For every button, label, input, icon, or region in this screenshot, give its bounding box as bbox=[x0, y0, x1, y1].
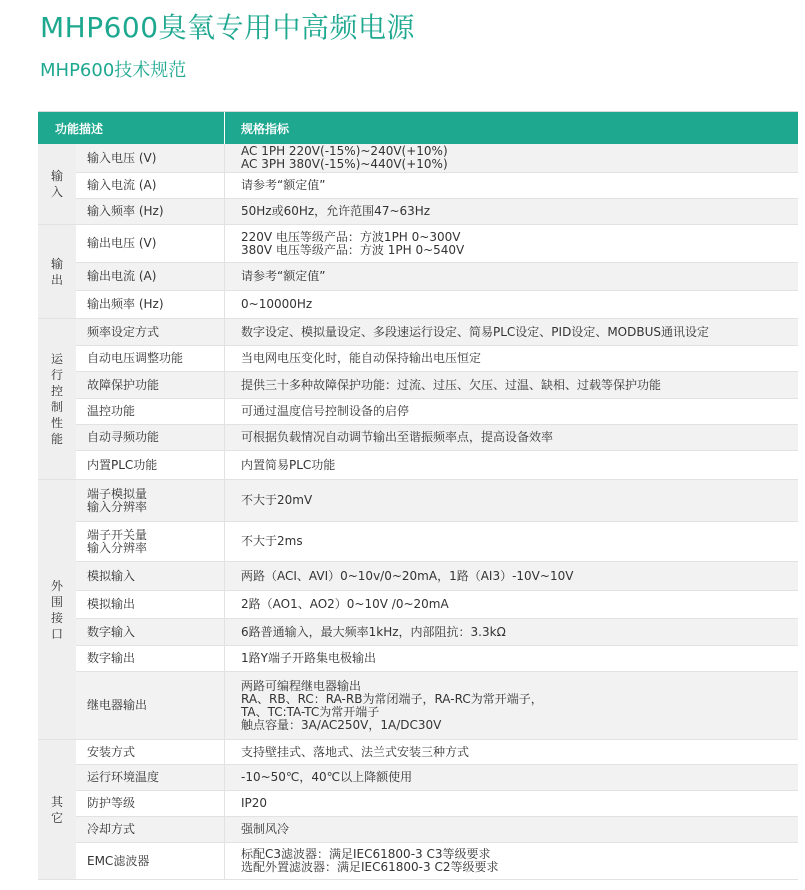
row-value: 请参考“额定值” bbox=[224, 263, 798, 290]
section-control bbox=[38, 319, 798, 480]
row-value: AC 1PH 220V(-15%)~240V(+10%) AC 3PH 380V(-15%)~440V(+10%) bbox=[224, 144, 798, 172]
table-row bbox=[76, 591, 798, 619]
table-row bbox=[76, 144, 798, 173]
header-function: 功能描述 bbox=[55, 121, 104, 136]
row-value: 2路（AO1、AO2）0~10V /0~20mA bbox=[224, 591, 798, 618]
row-name: 输出频率 (Hz) bbox=[87, 297, 164, 311]
table-row bbox=[76, 480, 798, 522]
table-row bbox=[76, 817, 798, 843]
row-value: 标配C3滤波器：满足IEC61800-3 C3等级要求 选配外置滤波器：满足IEC61800-3 C2等级要求 bbox=[224, 843, 798, 879]
row-name: 冷却方式 bbox=[87, 822, 136, 836]
row-value: 可根据负载情况自动调节输出至谐振频率点，提高设备效率 bbox=[224, 425, 798, 450]
row-name: 自动寻频功能 bbox=[87, 430, 160, 444]
header-spec: 规格指标 bbox=[224, 112, 798, 144]
table-row bbox=[76, 562, 798, 591]
row-value: 不大于2ms bbox=[224, 522, 798, 561]
row-name: 防护等级 bbox=[87, 796, 136, 810]
table-row bbox=[76, 672, 798, 740]
row-name: 输出电流 (A) bbox=[87, 269, 157, 283]
row-value: 6路普通输入，最大频率1kHz，内部阻抗：3.3kΩ bbox=[224, 619, 798, 645]
table-row bbox=[76, 225, 798, 263]
row-name: 输入电流 (A) bbox=[87, 178, 157, 192]
row-name: 自动电压调整功能 bbox=[87, 351, 184, 365]
row-name: 数字输出 bbox=[87, 651, 136, 665]
table-row bbox=[76, 319, 798, 346]
row-name: 输出电压 (V) bbox=[87, 236, 157, 250]
table-row bbox=[76, 791, 798, 817]
row-value: 支持壁挂式、落地式、法兰式安装三种方式 bbox=[224, 740, 798, 764]
section-other bbox=[38, 740, 798, 880]
table-row bbox=[76, 843, 798, 880]
row-value: 请参考“额定值” bbox=[224, 173, 798, 198]
row-value: 提供三十多种故障保护功能：过流、过压、欠压、过温、缺相、过载等保护功能 bbox=[224, 372, 798, 398]
row-name: 模拟输出 bbox=[87, 597, 136, 611]
row-name: 故障保护功能 bbox=[87, 377, 160, 392]
table-header bbox=[38, 112, 798, 144]
table-row bbox=[76, 263, 798, 291]
row-value: 数字设定、模拟量设定、多段速运行设定、简易PLC设定、PID设定、MODBUS通讯设定 bbox=[224, 319, 798, 345]
row-name: EMC滤波器 bbox=[87, 853, 150, 868]
section-label: 外围接口 bbox=[38, 480, 76, 740]
page-title: MHP600臭氧专用中高频电源 bbox=[40, 11, 416, 44]
table-row bbox=[76, 199, 798, 225]
page-subtitle: MHP600技术规范 bbox=[40, 60, 187, 81]
row-name: 输入电压 (V) bbox=[87, 150, 157, 165]
row-name: 运行环境温度 bbox=[87, 770, 160, 784]
table-row bbox=[76, 425, 798, 451]
row-name: 数字输入 bbox=[87, 624, 136, 639]
row-name: 继电器输出 bbox=[87, 698, 148, 712]
row-value: 可通过温度信号控制设备的启停 bbox=[224, 399, 798, 424]
row-value: 50Hz或60Hz，允许范围47~63Hz bbox=[224, 199, 798, 224]
row-name: 安装方式 bbox=[87, 744, 136, 759]
table-row bbox=[76, 765, 798, 791]
row-name: 模拟输入 bbox=[87, 568, 136, 583]
row-value: IP20 bbox=[224, 791, 798, 816]
row-value: 0~10000Hz bbox=[224, 291, 798, 318]
row-value: 1路Y端子开路集电极输出 bbox=[224, 646, 798, 671]
table-row bbox=[76, 399, 798, 425]
row-value: 强制风冷 bbox=[224, 817, 798, 842]
row-name: 输入频率 (Hz) bbox=[87, 204, 164, 218]
section-output bbox=[38, 225, 798, 319]
row-value: 不大于20mV bbox=[224, 480, 798, 521]
section-label: 输出 bbox=[38, 225, 76, 319]
row-name: 温控功能 bbox=[87, 404, 136, 418]
table-row bbox=[76, 372, 798, 399]
row-name: 频率设定方式 bbox=[87, 324, 160, 339]
section-label: 其它 bbox=[38, 740, 76, 880]
section-input bbox=[38, 144, 798, 225]
table-row bbox=[76, 522, 798, 562]
row-name: 内置PLC功能 bbox=[87, 457, 158, 472]
table-row bbox=[76, 346, 798, 372]
table-row bbox=[76, 646, 798, 672]
table-row bbox=[76, 740, 798, 765]
section-label: 运行控制性能 bbox=[38, 319, 76, 480]
table-row bbox=[76, 451, 798, 480]
row-name: 端子模拟量 输入分辨率 bbox=[87, 486, 148, 514]
table-row bbox=[76, 173, 798, 199]
row-value: 当电网电压变化时，能自动保持输出电压恒定 bbox=[224, 346, 798, 371]
row-value: -10~50℃，40℃以上降额使用 bbox=[224, 765, 798, 790]
row-name: 端子开关量 输入分辨率 bbox=[87, 527, 148, 555]
spec-table bbox=[38, 111, 798, 880]
row-value: 两路可编程继电器输出 RA、RB、RC：RA-RB为常闭端子，RA-RC为常开端子， TA、TC:TA-TC为常开端子 触点容量：3A/AC250V，1A/DC30V bbox=[224, 672, 798, 739]
section-label: 输入 bbox=[38, 144, 76, 225]
row-value: 内置简易PLC功能 bbox=[224, 451, 798, 479]
table-row bbox=[76, 619, 798, 646]
row-value: 220V 电压等级产品：方波1PH 0~300V 380V 电压等级产品：方波 1PH 0~540V bbox=[224, 225, 798, 262]
table-row bbox=[76, 291, 798, 319]
section-interface bbox=[38, 480, 798, 740]
row-value: 两路（ACI、AVI）0~10v/0~20mA，1路（AI3）-10V~10V bbox=[224, 562, 798, 590]
